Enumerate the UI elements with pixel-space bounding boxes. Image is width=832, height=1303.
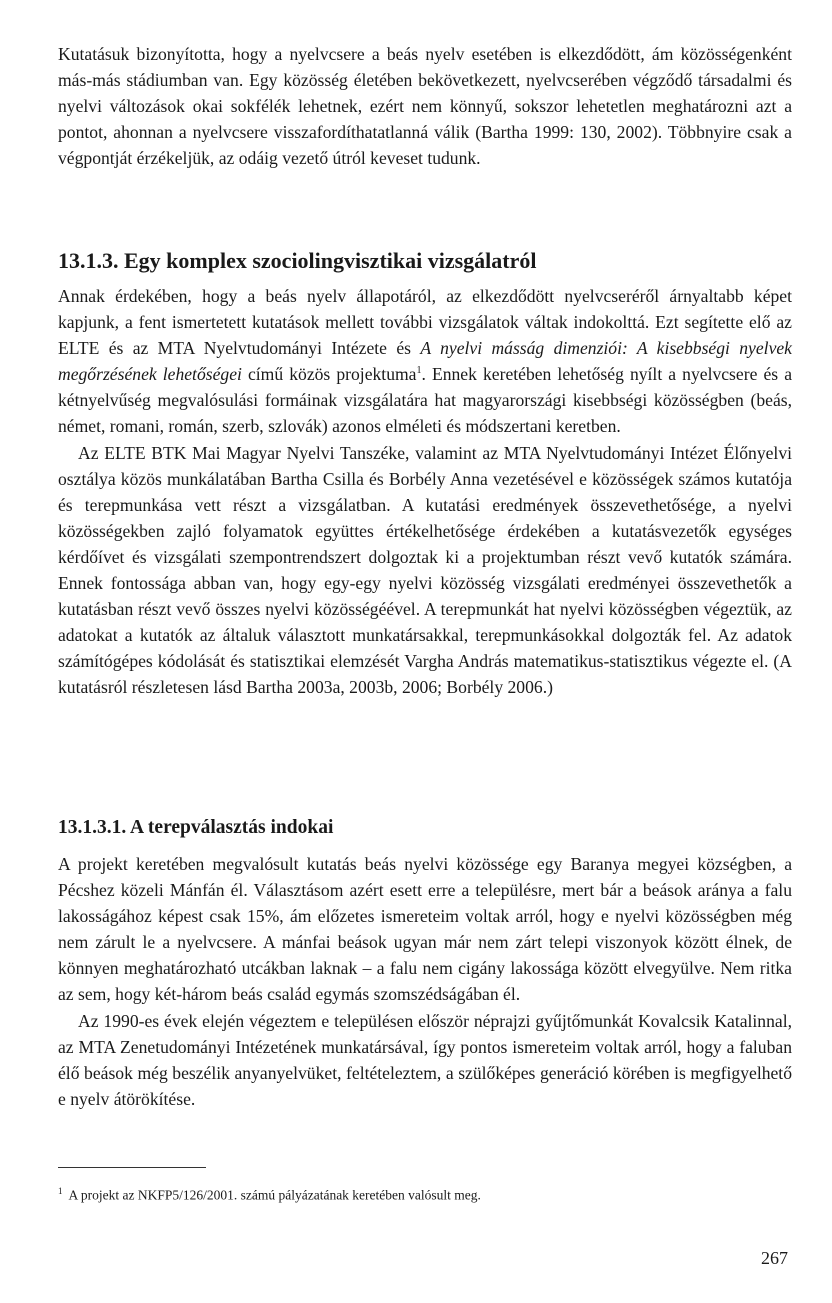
section-paragraph-1 xyxy=(58,283,792,440)
subsection-paragraph-1: A projekt keretében megvalósult kutatás beás nyelvi közössége egy Baranya megyei községben, a Pécshez közeli Mánfán él. Választásom azért esett erre a településre, mert bár a beások aránya a falu lakosságához képest csak 15%, ám előzetes ismereteim voltak arról, hogy e nyelvi közösségben még nem zárult le a nyelvcsere. A mánfai beások ugyan már nem zárt telepi viszonyok között élnek, de könnyen meghatározható utcákban laknak – a falu nem cigány lakossága között elvegyülve. Nem ritka az sem, hogy két-három beás család egymás szomszédságában él. xyxy=(58,854,792,1005)
subsection-paragraph-2: Az 1990-es évek elején végeztem e településen először néprajzi gyűjtőmunkát Kovalcsik Katalinnal, az MTA Zenetudományi Intézetének munkatársával, így pontos ismereteim voltak arról, hogy a faluban élő beások még beszélik anyanyelvüket, feltételeztem, a szülőképes generáció körében is megfigyelhető e nyelv átörökítése. xyxy=(58,1010,792,1109)
intro-paragraph: Kutatásuk bizonyította, hogy a nyelvcsere a beás nyelv esetében is elkezdődött, ám közösségenként más-más stádiumban van. Egy közösség életében bekövetkezett, nyelvcserében végződő társadalmi és nyelvi változások okai sokfélék lehetnek, ezért nem könnyű, sokszor lehetetlen meghatározni azt a pontot, ahonnan a nyelvcsere visszafordíthatatlanná válik (Bartha 1999: 130, 2002). Többnyire csak a végpontját érzékeljük, az odáig vezető útról keveset tudunk. xyxy=(58,44,792,169)
page-number: 267 xyxy=(761,1248,788,1268)
section-body xyxy=(58,283,792,701)
paragraph-text: . Ennek keretében lehetőség nyílt a nyelvcsere és a kétnyelvűség megvalósulási formáinak vizsgálatára hat magyarországi kisebbségi közösségben (beás, német, romani, román, szerb, szlovák) azonos elméleti és módszertani keretben. xyxy=(58,364,792,437)
paragraph-text: című közös projektuma xyxy=(241,364,417,385)
footnote-text: A projekt az NKFP5/126/2001. számú pályázatának keretében valósult meg. xyxy=(68,1187,481,1203)
subsection-heading: 13.1.3.1. A terepválasztás indokai xyxy=(58,817,334,838)
subsection-body xyxy=(58,851,792,1112)
section-heading: 13.1.3. Egy komplex szociolingvisztikai vizsgálatról xyxy=(58,248,537,273)
footnote xyxy=(58,1182,481,1205)
footnote-divider xyxy=(58,1167,206,1168)
section-paragraph-2: Az ELTE BTK Mai Magyar Nyelvi Tanszéke, valamint az MTA Nyelvtudományi Intézet Élőnyelvi osztálya közös munkálatában Bartha Csilla és Borbély Anna vezetésével e közösségek számos kutatója és terepmunkása vett részt a vizsgálatban. A kutatási eredmények összevethetősége, a nyelvi közösségekben zajló folyamatok együttes értékelhetősége érdekében a kutatásvezetők egységes kérdőívet és vizsgálati szempontrendszert dolgoztak ki a projektumban részt vevő kutatók számára. Ennek fontossága abban van, hogy egy-egy nyelvi közösség vizsgálati eredményei összevethetők a kutatásban részt vevő összes nyelvi közösségéével. A terepmunkát hat nyelvi közösségben végeztük, az adatokat a kutatók az általuk választott munkatársakkal, terepmunkásokkal dolgozták fel. Az adatok számítógépes kódolását és statisztikai elemzését Vargha András matematikus-statisztikus végezte el. (A kutatásról részletesen lásd Bartha 2003a, 2003b, 2006; Borbély 2006.) xyxy=(58,442,792,698)
project-title: A nyelvi másság dimenziói: A kisebbségi nyelvek megőrzésének lehetőségei xyxy=(58,338,792,385)
paragraph-text: Annak érdekében, hogy a beás nyelv állapotáról, az elkezdődött nyelvcseréről árnyaltabb képet kapjunk, a fent ismertetett kutatások mellett további vizsgálatok váltak indokolttá. Ezt segítette elő az ELTE és az MTA Nyelvtudományi Intézete és xyxy=(58,286,792,359)
footnote-mark: 1 xyxy=(58,1186,63,1196)
footnote-reference: 1 xyxy=(416,365,422,377)
